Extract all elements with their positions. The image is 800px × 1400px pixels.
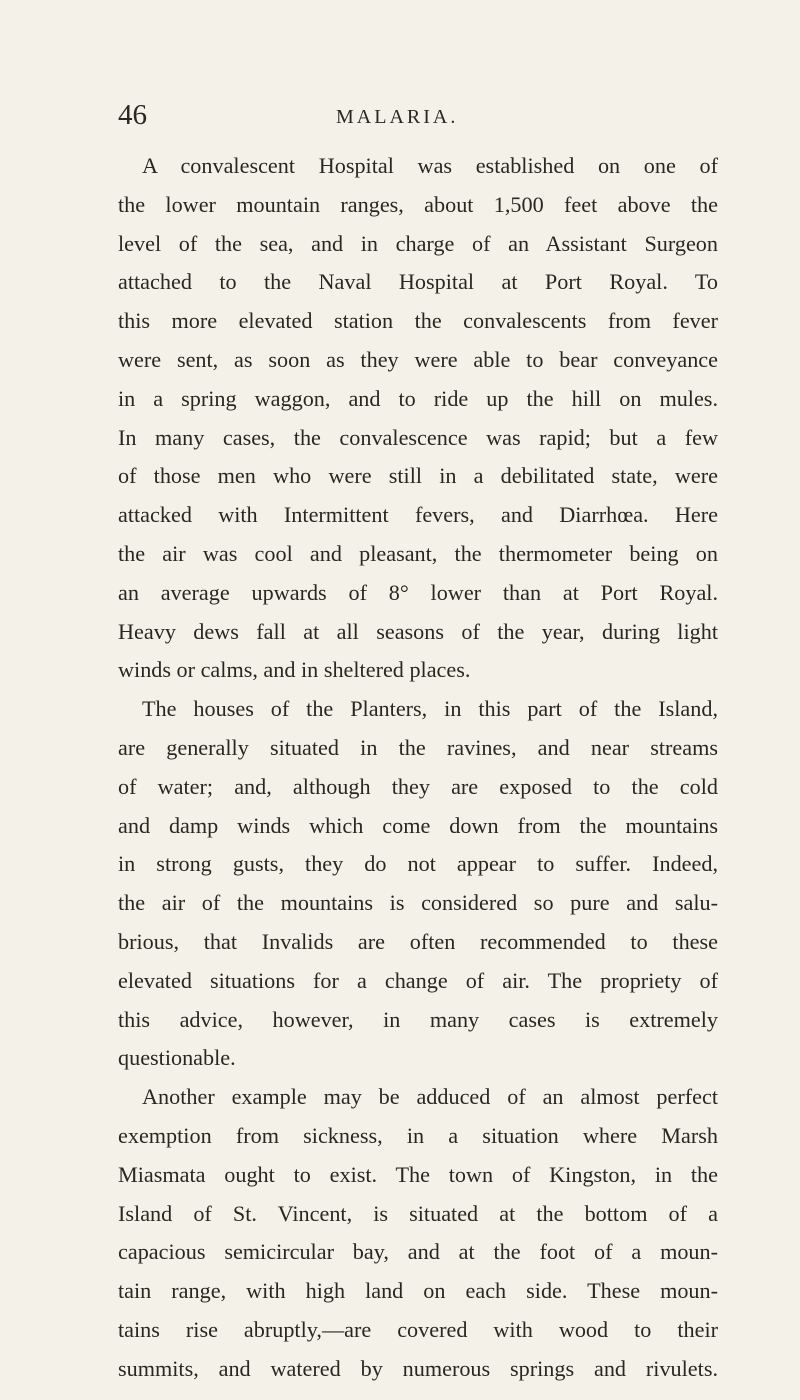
text-line: an average upwards of 8° lower than at Port Royal. [118, 579, 718, 605]
text-line: in a spring waggon, and to ride up the hill on mules. [118, 385, 718, 411]
text-line: A convalescent Hospital was established on one of [142, 153, 718, 178]
text-line: this more elevated station the convalescents from fever [118, 308, 718, 334]
running-head [118, 98, 718, 138]
text-line: Heavy dews fall at all seasons of the year, during light [118, 618, 718, 644]
text-line: of those men who were still in a debilitated state, were [118, 463, 718, 489]
body-text [118, 147, 718, 1389]
text-line: Another example may be adduced of an almost perfect [142, 1084, 718, 1110]
text-line: tains rise abruptly,—are covered with wood to their [118, 1316, 718, 1342]
text-line: summits, and watered by numerous springs and rivulets. [118, 1355, 718, 1381]
page-number: 46 [118, 99, 147, 131]
text-line: were sent, as soon as they were able to bear conveyance [118, 346, 718, 372]
text-line: Island of St. Vincent, is situated at the bottom of a [118, 1200, 718, 1226]
text-line: in strong gusts, they do not appear to suffer. Indeed, [118, 851, 718, 877]
text-line: elevated situations for a change of air. The propriety of [118, 967, 718, 993]
text-line: of water; and, although they are exposed to the cold [118, 773, 718, 799]
text-line: exemption from sickness, in a situation where Marsh [118, 1122, 718, 1148]
text-line: this advice, however, in many cases is extremely [118, 1006, 718, 1032]
text-line: are generally situated in the ravines, and near streams [118, 734, 718, 760]
text-line: and damp winds which come down from the mountains [118, 812, 718, 838]
text-line: the air was cool and pleasant, the thermometer being on [118, 540, 718, 566]
text-line: attacked with Intermittent fevers, and Diarrhœa. Here [118, 502, 718, 528]
text-line: questionable. [118, 1045, 236, 1071]
text-line: the air of the mountains is considered so pure and salu- [118, 890, 718, 916]
text-line: the lower mountain ranges, about 1,500 feet above the [118, 191, 718, 217]
running-title: MALARIA. [336, 106, 459, 128]
text-line: attached to the Naval Hospital at Port Royal. To [118, 269, 718, 295]
text-line: In many cases, the convalescence was rapid; but a few [118, 424, 718, 450]
text-line: brious, that Invalids are often recommended to these [118, 928, 718, 954]
text-line: Miasmata ought to exist. The town of Kingston, in the [118, 1161, 718, 1187]
text-line: capacious semicircular bay, and at the foot of a moun- [118, 1239, 718, 1265]
text-line: The houses of the Planters, in this part of the Island, [142, 696, 718, 722]
text-line: tain range, with high land on each side. These moun- [118, 1278, 718, 1304]
text-line: winds or calms, and in sheltered places. [118, 657, 471, 683]
text-line: level of the sea, and in charge of an Assistant Surgeon [118, 230, 718, 256]
